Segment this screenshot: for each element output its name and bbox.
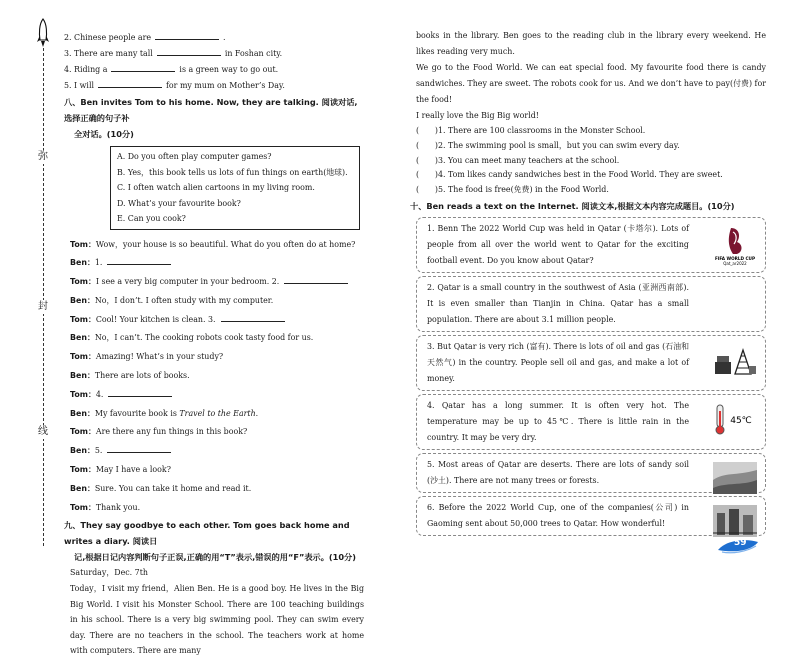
speaker-colon: ：	[87, 389, 96, 399]
option-b: B. Yes，this book tells us lots of fun things on earth(地球).	[117, 167, 348, 177]
speaker-name: Ben	[70, 483, 87, 493]
diary-paragraph-3: I really love the Big Big world!	[416, 111, 539, 120]
answer-blank[interactable]	[108, 387, 172, 397]
tf-item: ( )3. You can meet many teachers at the school.	[416, 155, 620, 165]
fill-item-text: 5. I will	[64, 81, 94, 90]
speaker-colon: ：	[86, 446, 95, 456]
binding-margin	[0, 0, 58, 566]
rocket-icon	[36, 18, 50, 48]
temperature-label: 45℃	[730, 415, 752, 426]
dialogue-text: Amazing! What’s in your study?	[95, 352, 224, 362]
speaker-name: Ben	[70, 333, 87, 343]
trees-image	[713, 505, 757, 537]
speaker-name: Ben	[70, 408, 87, 418]
oil-gas-image	[713, 344, 757, 376]
dialogue-tail: .	[255, 408, 259, 418]
answer-blank[interactable]	[284, 274, 348, 284]
fill-item	[64, 62, 364, 78]
answer-blank[interactable]	[107, 255, 171, 265]
dialogue-line	[70, 329, 364, 348]
fill-item-tail: .	[223, 33, 226, 42]
dialogue-line	[70, 254, 364, 273]
page-number-badge	[716, 536, 760, 556]
speaker-name: Tom	[70, 389, 88, 399]
fill-item	[64, 78, 364, 94]
dialogue-line	[70, 480, 364, 499]
answer-blank[interactable]	[155, 30, 219, 40]
card-text: 3. But Qatar is very rich (富有). There is lots of oil and gas (石油和天然气) in the country. People sell oil and gas, and make a lot of money.	[427, 341, 689, 383]
fill-item-text: 2. Chinese people are	[64, 33, 152, 42]
dialogue-text: Are there any fun things in this book?	[95, 427, 248, 437]
dialogue-line	[70, 499, 364, 518]
speaker-name: Tom	[70, 502, 88, 512]
speaker-name: Tom	[70, 239, 88, 249]
dialogue-text: Thank you.	[95, 502, 141, 512]
section-9-heading-cont: 记,根据日记内容判断句子正误,正确的用“T”表示,错误的用“F”表示。(10分)	[74, 552, 356, 563]
dialogue-text: 5.	[94, 446, 103, 456]
worldcup-logo-year: Qat_ar2022	[723, 260, 747, 266]
margin-char: 封	[38, 301, 48, 312]
dialogue-line	[70, 367, 364, 386]
options-box	[110, 146, 360, 230]
card-text: 2. Qatar is a small country in the southwest of Asia (亚洲西南部). It is even smaller than Tianjin in China. Qatar has a small population. There are about 3.1 million people.	[427, 282, 689, 324]
fill-item-text: 4. Riding a	[64, 65, 108, 74]
card-text: 5. Most areas of Qatar are deserts. There are lots of sandy soil (沙土). There are not many trees or forests.	[427, 459, 689, 485]
speaker-colon: ：	[87, 352, 96, 362]
reading-card	[416, 276, 766, 332]
thermometer-image	[713, 403, 757, 435]
speaker-colon: ：	[86, 408, 95, 418]
speaker-colon: ：	[87, 239, 96, 249]
section-8-heading-cont: 全对话。(10分)	[74, 129, 134, 139]
dialogue-text: May I have a look?	[95, 465, 171, 475]
fill-item-text: 3. There are many tall	[64, 49, 153, 58]
dialogue-line	[70, 386, 364, 405]
speaker-colon: ：	[87, 314, 96, 324]
speaker-colon: ：	[86, 295, 95, 305]
speaker-colon: ：	[87, 427, 96, 437]
reading-cards	[416, 217, 766, 536]
right-column	[410, 28, 766, 539]
dialogue-line	[70, 461, 364, 480]
diary-paragraph-2: We go to the Food World. We can eat special food. My favourite food there is candy sandwiches. They are sweet. The robots cook for us. And we don’t have to pay(付费) for the food!	[416, 63, 766, 104]
dialogue-line	[70, 273, 364, 292]
dialogue	[64, 236, 364, 518]
card-text: 1. Benn The 2022 World Cup was held in Qatar (卡塔尔). Lots of people from all over the world went to Qatar for the exciting football event. Do you know about Qatar?	[427, 223, 689, 265]
worldcup-logo-title: FIFA WORLD CUP	[714, 255, 756, 261]
dialogue-text: Cool! Your kitchen is clean. 3.	[95, 314, 216, 324]
card-text: 4. Qatar has a long summer. It is often very hot. The temperature may be up to 45℃. There is little rain in the country. It may be very dry.	[427, 400, 689, 442]
dialogue-text: Sure. You can take it home and read it.	[94, 483, 252, 493]
tf-item: ( )1. There are 100 classrooms in the Monster School.	[416, 126, 646, 135]
reading-card	[416, 496, 766, 536]
diary-date: Saturday，Dec. 7th	[70, 568, 148, 578]
speaker-colon: ：	[87, 277, 96, 287]
answer-blank[interactable]	[98, 78, 162, 88]
speaker-name: Tom	[70, 352, 88, 362]
fill-item-tail: for my mum on Mother’s Day.	[166, 81, 285, 90]
tf-item: ( )2. The swimming pool is small，but you can swim every day.	[416, 140, 680, 150]
card-text: 6. Before the 2022 World Cup, one of the companies(公司) in Gaoming sent about 50,000 trees to Qatar. How wonderful!	[427, 502, 689, 528]
fill-item-tail: is a green way to go out.	[179, 65, 279, 74]
section-9-heading: 九、They say goodbye to each other. Tom goes back home and writes a diary. 阅读日	[64, 520, 350, 547]
speaker-name: Ben	[70, 258, 87, 268]
margin-char: 弥	[38, 151, 48, 162]
book-title: Travel to the Earth	[179, 408, 256, 418]
speaker-name: Tom	[70, 465, 88, 475]
dialogue-text: 4.	[95, 389, 104, 399]
worldcup-logo	[713, 226, 757, 266]
section-10-heading: 十、Ben reads a text on the Internet. 阅读文本,根据文本内容完成题目。(10分)	[410, 200, 735, 211]
true-false-items	[416, 124, 766, 198]
left-column	[64, 30, 364, 658]
dialogue-text: No，I don’t. I often study with my computer.	[94, 295, 274, 305]
dialogue-text: There are lots of books.	[94, 371, 190, 381]
fill-item-tail: in Foshan city.	[224, 49, 283, 58]
answer-blank[interactable]	[107, 443, 171, 453]
speaker-colon: ：	[86, 371, 95, 381]
reading-card	[416, 335, 766, 391]
answer-blank[interactable]	[157, 46, 221, 56]
margin-char: 线	[38, 426, 48, 437]
dialogue-line	[70, 405, 364, 424]
fill-in-items	[64, 30, 364, 94]
speaker-colon: ：	[86, 333, 95, 343]
reading-card	[416, 217, 766, 273]
tf-item: ( )4. Tom likes candy sandwiches best in the Food World. They are sweet.	[416, 170, 723, 180]
speaker-name: Ben	[70, 446, 87, 456]
tf-item: ( )5. The food is free(免费) in the Food World.	[416, 185, 609, 195]
dialogue-line	[70, 348, 364, 367]
speaker-name: Tom	[70, 314, 88, 324]
diary-continued: books in the library. Ben goes to the reading club in the library every weekend. He likes reading very much.	[416, 31, 766, 56]
speaker-name: Tom	[70, 427, 88, 437]
answer-blank[interactable]	[111, 62, 175, 72]
speaker-name: Ben	[70, 371, 87, 381]
dialogue-text: My favourite book is	[94, 408, 180, 418]
fill-item	[64, 30, 364, 46]
dialogue-line	[70, 423, 364, 442]
reading-card	[416, 453, 766, 493]
page-number: 59	[734, 538, 747, 548]
speaker-colon: ：	[87, 465, 96, 475]
diary-paragraph: Today，I visit my friend，Alien Ben. He is a good boy. He lives in the Big Big World. I visit his Monster School. There are 100 teaching buildings in his school. There is a very big swimming pool. They can swim every day. There are no teachers in the school. The teachers work at home with computers. There are many	[70, 584, 364, 656]
section-8-heading: 八、Ben invites Tom to his home. Now, they are talking. 阅读对话,选择正确的句子补	[64, 97, 358, 123]
dialogue-text: No，I can’t. The cooking robots cook tasty food for us.	[94, 333, 314, 343]
speaker-colon: ：	[86, 483, 95, 493]
dialogue-line	[70, 311, 364, 330]
dialogue-text: I see a very big computer in your bedroom. 2.	[95, 277, 280, 287]
dialogue-text: 1.	[94, 258, 103, 268]
reading-card	[416, 394, 766, 450]
answer-blank[interactable]	[221, 312, 285, 322]
dialogue-line	[70, 442, 364, 461]
speaker-colon: ：	[86, 258, 95, 268]
fill-item	[64, 46, 364, 62]
speaker-colon: ：	[87, 502, 96, 512]
option-e: E. Can you cook?	[117, 214, 186, 223]
option-d: D. What’s your favourite book?	[117, 198, 241, 208]
speaker-name: Tom	[70, 277, 88, 287]
dialogue-line	[70, 236, 364, 255]
dialogue-line	[70, 292, 364, 311]
cut-line	[43, 48, 44, 546]
desert-image	[713, 462, 757, 494]
option-c: C. I often watch alien cartoons in my living room.	[117, 183, 315, 192]
option-a: A. Do you often play computer games?	[117, 152, 272, 161]
speaker-name: Ben	[70, 295, 87, 305]
dialogue-text: Wow，your house is so beautiful. What do you often do at home?	[95, 239, 356, 249]
